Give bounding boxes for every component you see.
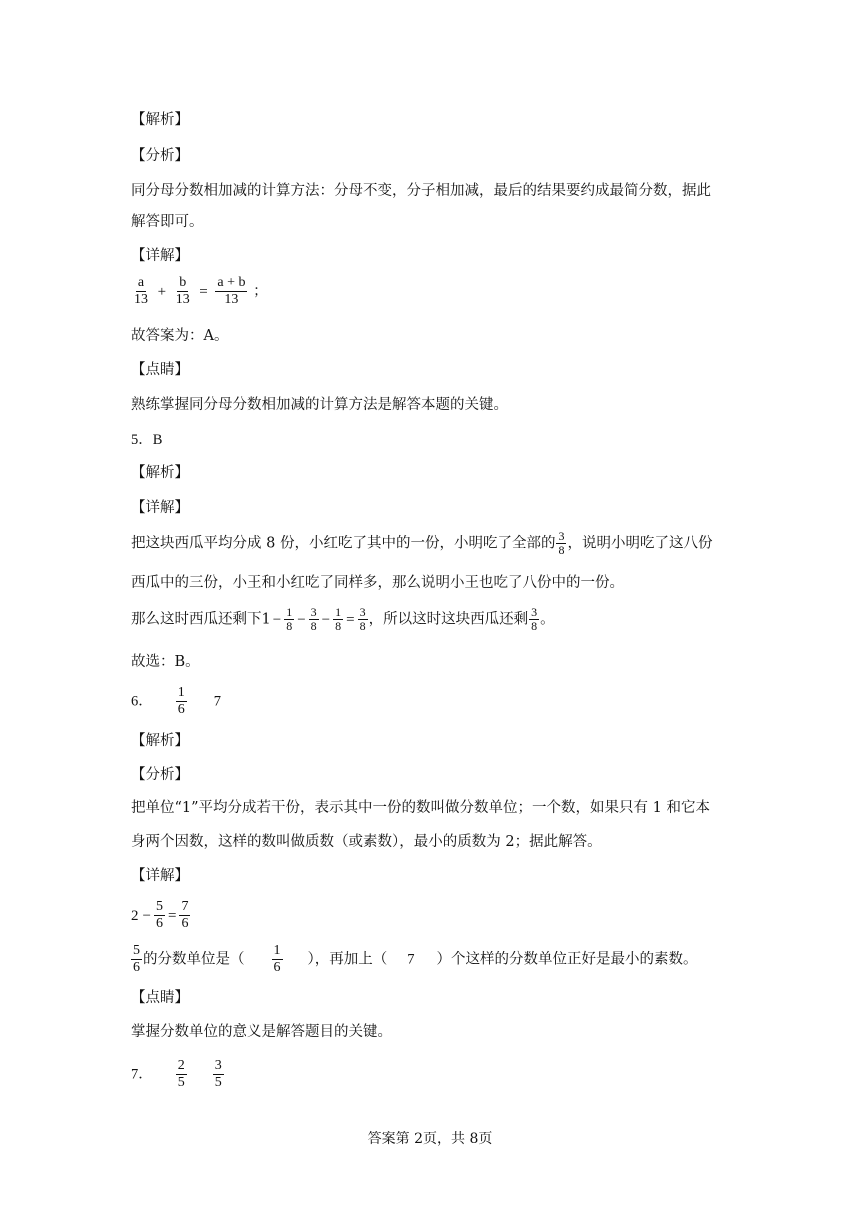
fraction: $\frac{3}{8}$ bbox=[359, 605, 366, 633]
operator: = bbox=[199, 283, 208, 300]
label-dianjing: 【点睛】 bbox=[131, 362, 189, 378]
fraction: $\frac{7}{6}$ bbox=[181, 899, 189, 931]
fraction: $\frac{1}{6}$ bbox=[177, 685, 185, 717]
question-6-answers bbox=[131, 685, 221, 718]
explanation-text: ，说明小明吃了这八份 bbox=[567, 535, 713, 552]
question-heading: 5．B bbox=[131, 432, 163, 448]
fraction-chain bbox=[271, 605, 369, 633]
label-fenxi: 【分析】 bbox=[131, 767, 189, 783]
question-number: 7． bbox=[131, 1066, 153, 1083]
fraction-equation bbox=[131, 899, 191, 932]
fraction: $\frac{3}{8}$ bbox=[310, 605, 317, 633]
explanation-text: ），再加上（ bbox=[307, 951, 388, 968]
question-7-answers bbox=[131, 1058, 225, 1091]
answer-value: 7 bbox=[407, 951, 415, 968]
operator: − bbox=[321, 611, 331, 628]
explanation-text: 那么这时西瓜还剩下1 bbox=[131, 611, 271, 628]
explanation-text: 西瓜中的三份，小王和小红吃了同样多，那么说明小王也吃了八份中的一份。 bbox=[131, 575, 624, 591]
fraction: $\frac{1}{8}$ bbox=[286, 605, 293, 633]
label-fenxi: 【分析】 bbox=[131, 148, 189, 164]
operator: = bbox=[346, 611, 355, 628]
explanation-text: ）个这样的分数单位正好是最小的素数。 bbox=[436, 951, 698, 968]
analysis-text: 解答即可。 bbox=[131, 214, 204, 230]
operator: − bbox=[272, 611, 282, 628]
fraction: $\frac{3}{8}$ bbox=[558, 529, 565, 557]
operator: − bbox=[142, 907, 151, 924]
label-dianjing: 【点睛】 bbox=[131, 990, 189, 1006]
label-xiangjie: 【详解】 bbox=[131, 500, 189, 516]
fraction: $\frac{3}{8}$ bbox=[531, 605, 538, 633]
fraction: $\frac{1}{8}$ bbox=[335, 605, 342, 633]
explanation-text: 的分数单位是（ bbox=[143, 951, 245, 968]
operand: 2 bbox=[131, 907, 139, 924]
punctuation: ； bbox=[253, 283, 268, 300]
explanation-line bbox=[131, 606, 555, 633]
punctuation: 。 bbox=[540, 611, 555, 628]
question-number: 6． bbox=[131, 693, 153, 710]
label-jiexi: 【解析】 bbox=[131, 465, 189, 481]
label-jiexi: 【解析】 bbox=[131, 733, 189, 749]
label-jiexi: 【解析】 bbox=[131, 112, 189, 128]
label-xiangjie: 【详解】 bbox=[131, 248, 189, 264]
fraction: $\frac{2}{5}$ bbox=[177, 1058, 185, 1090]
answer-text: 故答案为：A。 bbox=[131, 328, 229, 344]
fraction: $\frac{1}{6}$ bbox=[273, 943, 281, 975]
explanation-line bbox=[131, 943, 698, 976]
explanation-line bbox=[131, 530, 712, 557]
analysis-text: 同分母分数相加减的计算方法：分母不变，分子相加减，最后的结果要约成最简分数，据此 bbox=[131, 183, 711, 199]
page-footer: 答案第 2页，共 8页 bbox=[367, 1131, 493, 1147]
operator: − bbox=[297, 611, 306, 628]
fraction: $\frac{3}{5}$ bbox=[214, 1058, 222, 1090]
fraction: $\frac{5}{6}$ bbox=[133, 943, 140, 975]
analysis-text: 身两个因数，这样的数叫做质数（或素数），最小的质数为 2；据此解答。 bbox=[131, 834, 602, 850]
explanation-text: 把这块西瓜平均分成 8 份，小红吃了其中的一份，小明吃了全部的 bbox=[131, 535, 556, 552]
fraction: $\frac{5}{6}$ bbox=[155, 899, 163, 931]
operator: = bbox=[167, 907, 177, 924]
answer-text: 故选：B。 bbox=[131, 654, 200, 670]
explanation-text: ，所以这时这块西瓜还剩 bbox=[368, 611, 529, 628]
label-xiangjie: 【详解】 bbox=[131, 868, 189, 884]
fraction: $\frac{a + b}{13}$ bbox=[217, 275, 246, 307]
operator: + bbox=[157, 283, 167, 300]
fraction-equation bbox=[131, 275, 268, 308]
key-point-text: 掌握分数单位的意义是解答题目的关键。 bbox=[131, 1024, 392, 1040]
answer-value: 7 bbox=[213, 693, 221, 710]
analysis-text: 把单位“1”平均分成若干份，表示其中一份的数叫做分数单位；一个数，如果只有 1 和它本 bbox=[131, 800, 710, 816]
fraction: $\frac{a}{13}$ bbox=[134, 275, 148, 307]
fraction: $\frac{b}{13}$ bbox=[175, 275, 190, 307]
key-point-text: 熟练掌握同分母分数相加减的计算方法是解答本题的关键。 bbox=[131, 397, 508, 413]
